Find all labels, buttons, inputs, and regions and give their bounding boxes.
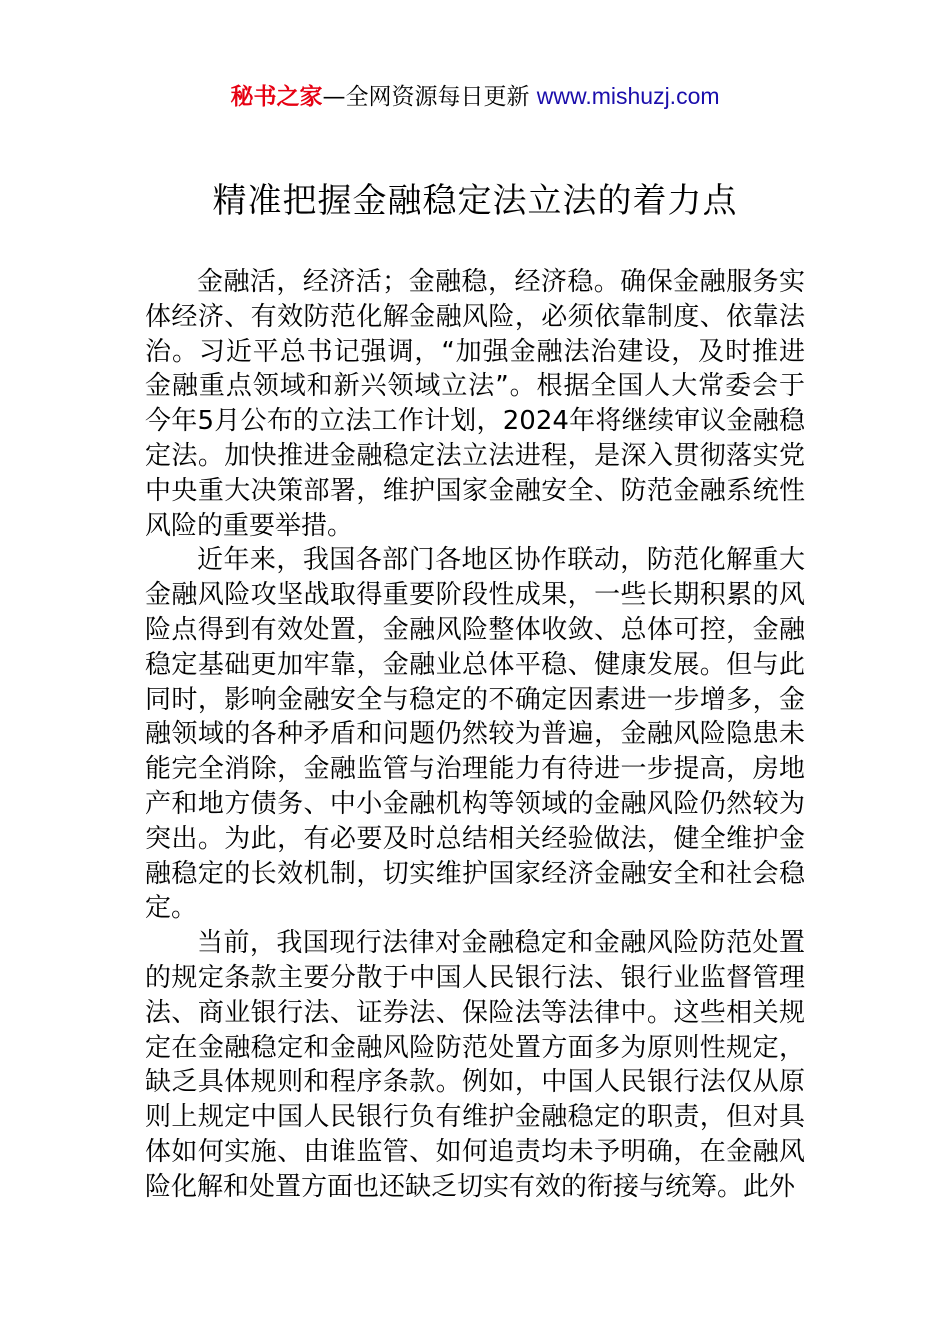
document-body xyxy=(145,265,805,1205)
site-tagline: —全网资源每日更新 xyxy=(322,84,537,110)
paragraph-1: 金融活，经济活；金融稳，经济稳。确保金融服务实体经济、有效防范化解金融风险，必须依靠制度、依靠法治。习近平总书记强调，“加强金融法治建设，及时推进金融重点领域和新兴领域立法”。根据全国人大常委会于今年5月公布的立法工作计划，2024年将继续审议金融稳定法。加快推进金融稳定法立法进程，是深入贯彻落实党中央重大决策部署，维护国家金融安全、防范金融系统性风险的重要举措。 xyxy=(145,267,805,541)
site-brand: 秘书之家 xyxy=(230,84,323,110)
paragraph-3: 当前，我国现行法律对金融稳定和金融风险防范处置的规定条款主要分散于中国人民银行法、银行业监督管理法、商业银行法、证券法、保险法等法律中。这些相关规定在金融稳定和金融风险防范处置方面多为原则性规定，缺乏具体规则和程序条款。例如，中国人民银行法仅从原则上规定中国人民银行负有维护金融稳定的职责，但对具体如何实施、由谁监管、如何追责均未予明确，在金融风险化解和处置方面也还缺乏切实有效的衔接与统筹。此外 xyxy=(145,928,805,1202)
site-url-link[interactable]: www.mishuzj.com xyxy=(536,83,720,109)
paragraph-2: 近年来，我国各部门各地区协作联动，防范化解重大金融风险攻坚战取得重要阶段性成果，一些长期积累的风险点得到有效处置，金融风险整体收敛、总体可控，金融稳定基础更加牢靠，金融业总体平稳、健康发展。但与此同时，影响金融安全与稳定的不确定因素进一步增多，金融领域的各种矛盾和问题仍然较为普遍，金融风险隐患未能完全消除，金融监管与治理能力有待进一步提高，房地产和地方债务、中小金融机构等领域的金融风险仍然较为突出。为此，有必要及时总结相关经验做法，健全维护金融稳定的长效机制，切实维护国家经济金融安全和社会稳定。 xyxy=(145,545,805,924)
document-title: 精准把握金融稳定法立法的着力点 xyxy=(212,181,738,221)
site-header xyxy=(0,80,950,113)
